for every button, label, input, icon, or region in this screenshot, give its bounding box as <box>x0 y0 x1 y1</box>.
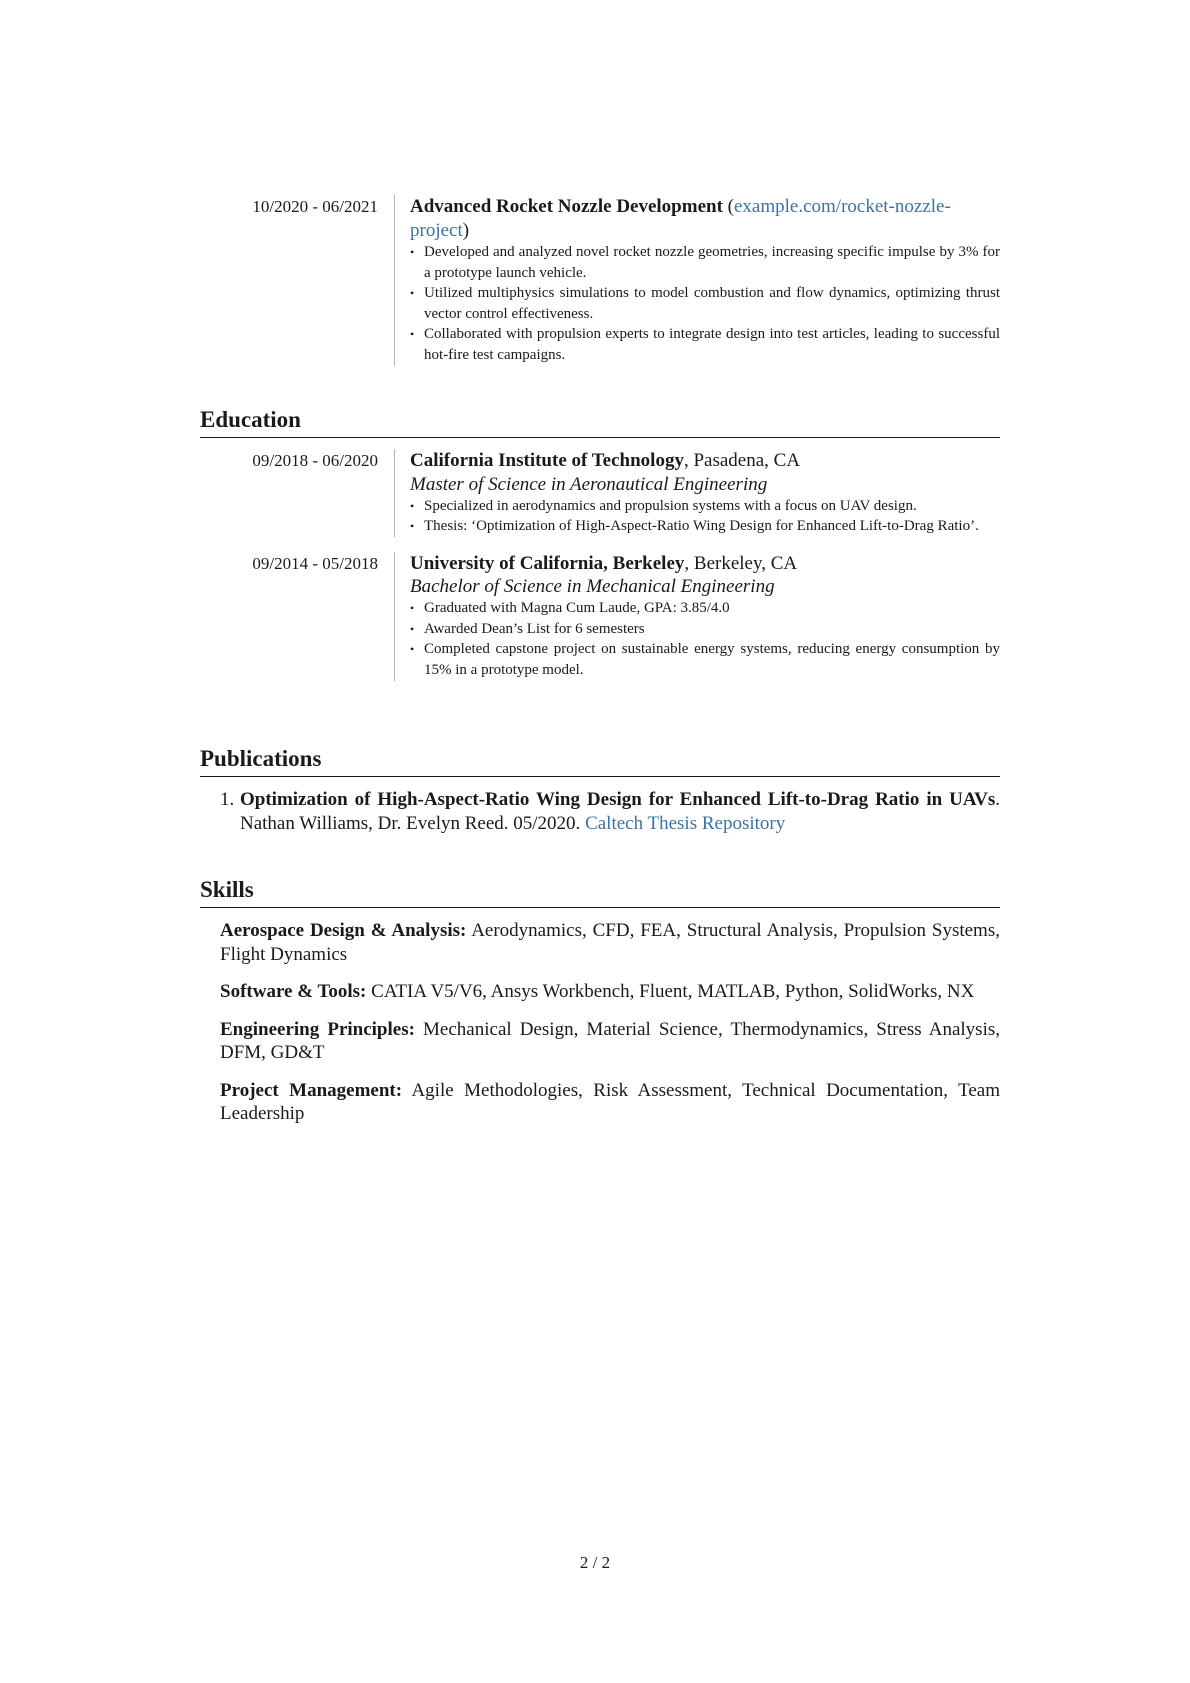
project-entry <box>200 195 1000 366</box>
skill-value: Aerodynamics, CFD, FEA, Structural Analysis, Propulsion Systems, Flight Dynamics <box>220 920 1000 965</box>
publications-section <box>200 745 1000 835</box>
skill-row <box>200 1018 1000 1065</box>
education-heading <box>410 449 1000 473</box>
projects-section <box>200 195 1000 366</box>
skill-row <box>200 919 1000 966</box>
education-section <box>200 406 1000 681</box>
page-number: 2 / 2 <box>579 1553 611 1572</box>
degree-title: Master of Science in Aeronautical Engineering <box>410 473 768 495</box>
publication-list <box>200 788 1000 835</box>
skill-label: Software & Tools: <box>220 981 367 1002</box>
skill-row <box>200 980 1000 1004</box>
list-item: • Developed and analyzed novel rocket nozzle geometries, increasing specific impulse by 3% for a prototype launch vehicle. <box>410 242 1000 283</box>
list-item: • Specialized in aerodynamics and propulsion systems with a focus on UAV design. <box>410 496 1000 517</box>
education-entry <box>200 552 1000 681</box>
skill-value: Agile Methodologies, Risk Assessment, Technical Documentation, Team Leadership <box>220 1079 1000 1124</box>
section-heading-publications: Publications <box>200 745 1000 777</box>
publication-item <box>200 788 1000 835</box>
project-title: Advanced Rocket Nozzle Development <box>410 196 723 217</box>
institution-location: , Berkeley, CA <box>684 552 798 574</box>
education-content <box>395 449 1000 537</box>
skill-row <box>200 1079 1000 1126</box>
institution-location: , Pasadena, CA <box>683 450 801 471</box>
publication-details: . Nathan Williams, Dr. Evelyn Reed. 05/2020. <box>240 789 1000 834</box>
skill-label: Project Management: <box>220 1079 403 1101</box>
section-heading-education: Education <box>200 406 1000 438</box>
education-bullets <box>410 598 1000 680</box>
project-heading: Advanced Rocket Nozzle Development (example.com/rocket-nozzle-project) <box>410 196 951 241</box>
skill-value: Mechanical Design, Material Science, Thermodynamics, Stress Analysis, DFM, GD&T <box>220 1018 1000 1063</box>
publication-number: 1. <box>220 789 235 810</box>
education-bullets <box>410 496 1000 537</box>
education-dates: 09/2018 - 06/2020 <box>252 451 378 470</box>
institution-name: California Institute of Technology <box>410 450 684 471</box>
skill-label: Engineering Principles: <box>220 1018 415 1040</box>
list-item: • Graduated with Magna Cum Laude, GPA: 3.85/4.0 <box>410 598 1000 619</box>
education-dates: 09/2014 - 05/2018 <box>252 553 378 573</box>
list-item: • Utilized multiphysics simulations to model combustion and flow dynamics, optimizing thrust vector control effectiveness. <box>410 283 1000 324</box>
publication-title: Optimization of High-Aspect-Ratio Wing Design for Enhanced Lift-to-Drag Ratio in UAVs <box>240 789 996 810</box>
education-heading <box>410 552 1000 576</box>
list-item: • Completed capstone project on sustainable energy systems, reducing energy consumption by 15% in a prototype model. <box>410 639 1000 680</box>
education-entry <box>200 449 1000 537</box>
project-bullets <box>410 242 1000 366</box>
degree-title: Bachelor of Science in Mechanical Engineering <box>410 576 775 598</box>
list-item: • Awarded Dean’s List for 6 semesters <box>410 619 1000 640</box>
institution-name: University of California, Berkeley <box>410 552 685 574</box>
skills-section <box>200 876 1000 1140</box>
section-heading-skills: Skills <box>200 876 1000 908</box>
publication-link[interactable]: Caltech Thesis Repository <box>585 812 786 834</box>
project-dates: 10/2020 - 06/2021 <box>252 197 378 216</box>
education-content <box>395 552 1000 681</box>
project-link[interactable]: example.com/rocket-nozzle-project <box>410 196 951 241</box>
skill-value: CATIA V5/V6, Ansys Workbench, Fluent, MATLAB, Python, SolidWorks, NX <box>366 981 975 1002</box>
project-content <box>395 195 1000 366</box>
list-item: • Thesis: ‘Optimization of High-Aspect-Ratio Wing Design for Enhanced Lift-to-Drag Ratio’. <box>410 516 1000 537</box>
skill-label: Aerospace Design & Analysis: <box>220 920 467 941</box>
list-item: • Collaborated with propulsion experts to integrate design into test articles, leading to successful hot-fire test campaigns. <box>410 324 1000 365</box>
